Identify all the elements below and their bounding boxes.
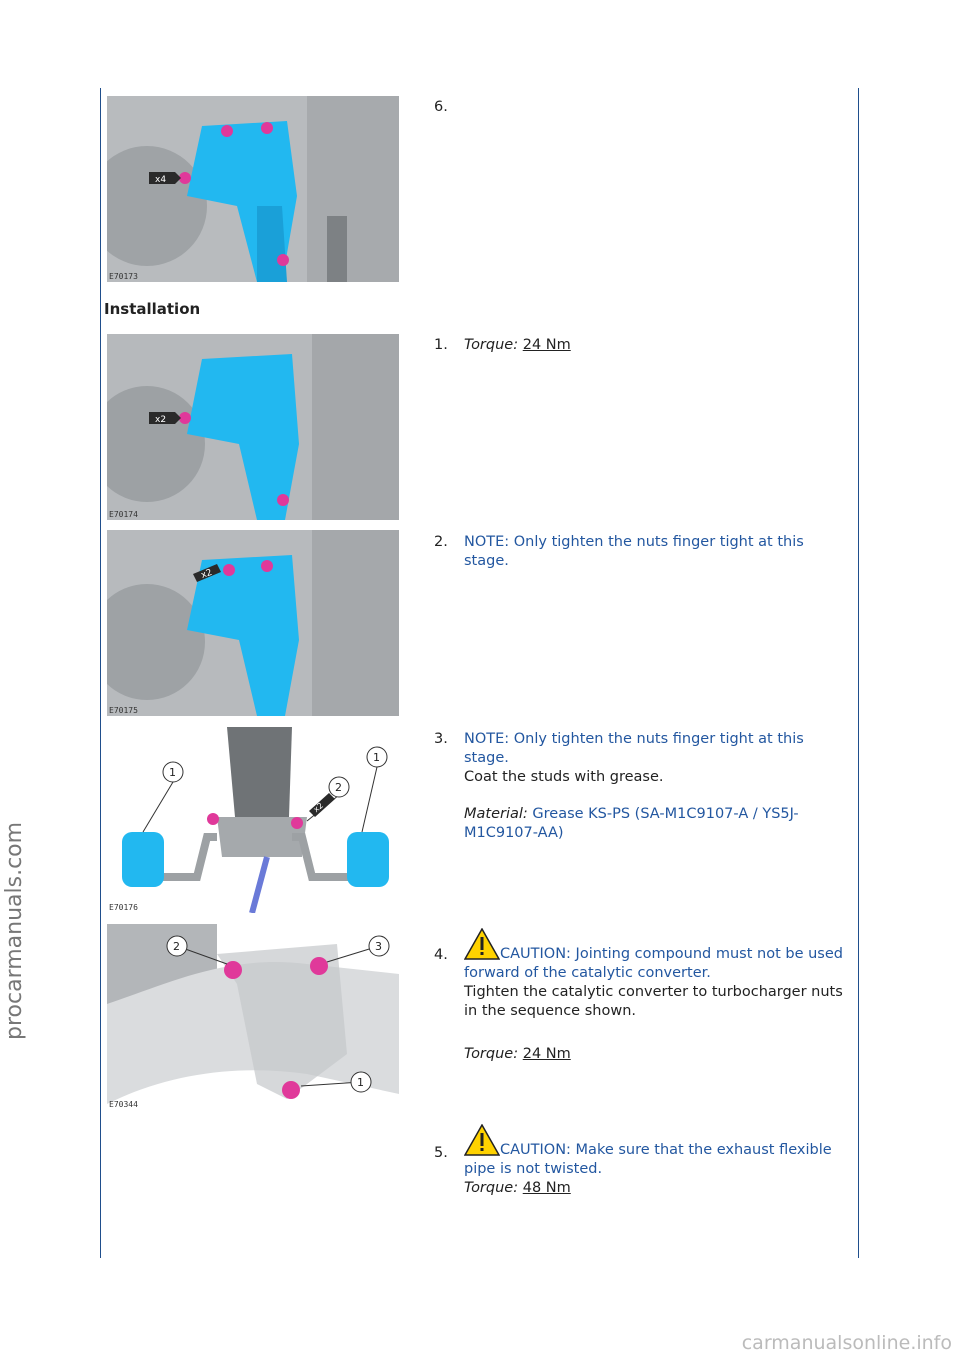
caution-text: CAUTION: Jointing compound must not be used forward of the catalytic converter. bbox=[464, 946, 843, 981]
note-text: NOTE: Only tighten the nuts finger tight at this stage. bbox=[464, 731, 804, 766]
figure-callout: x2 bbox=[199, 567, 214, 582]
step-4 bbox=[434, 928, 844, 1064]
section-title: Installation bbox=[104, 300, 201, 318]
figure-e70344 bbox=[107, 924, 399, 1110]
caution-icon bbox=[464, 928, 500, 960]
torque-label: Torque: bbox=[464, 1046, 519, 1062]
step-5 bbox=[434, 1124, 844, 1198]
instruction-text: Tighten the catalytic converter to turbocharger nuts in the sequence shown. bbox=[464, 984, 843, 1019]
figure-label: E70344 bbox=[109, 1100, 138, 1109]
torque-value-link[interactable]: 24 Nm bbox=[522, 1046, 571, 1062]
figure-e70176 bbox=[107, 727, 399, 913]
marker-2: 2 bbox=[173, 940, 180, 953]
torque-label: Torque: bbox=[464, 337, 519, 353]
caution-text: CAUTION: Make sure that the exhaust flexible pipe is not twisted. bbox=[464, 1142, 832, 1177]
figure-label: E70174 bbox=[109, 510, 138, 519]
step-number: 3. bbox=[434, 731, 448, 747]
figure-e70173 bbox=[107, 96, 399, 282]
step-number: 4. bbox=[434, 947, 448, 963]
marker-1: 1 bbox=[169, 766, 176, 779]
step-number: 1. bbox=[434, 337, 448, 353]
caution-icon bbox=[464, 1124, 500, 1156]
step-3 bbox=[434, 730, 844, 843]
right-border-line bbox=[858, 88, 859, 1258]
step-2 bbox=[434, 533, 844, 571]
left-border-line bbox=[100, 88, 101, 1258]
step-number: 2. bbox=[434, 534, 448, 550]
marker-3: 3 bbox=[375, 940, 382, 953]
figure-callout: x4 bbox=[155, 175, 167, 185]
marker-1: 1 bbox=[373, 751, 380, 764]
torque-label: Torque: bbox=[464, 1180, 519, 1196]
figure-callout: x2 bbox=[311, 800, 326, 815]
note-text: NOTE: Only tighten the nuts finger tight at this stage. bbox=[464, 534, 804, 569]
figure-label: E70176 bbox=[109, 903, 138, 912]
torque-value-link[interactable]: 48 Nm bbox=[522, 1180, 571, 1196]
material-value: Grease KS-PS (SA-M1C9107-A / YS5J-M1C9107-AA) bbox=[464, 806, 799, 841]
figure-callout: x2 bbox=[155, 415, 167, 425]
watermark-bottom: carmanualsonline.info bbox=[741, 1332, 952, 1354]
marker-1: 1 bbox=[357, 1076, 364, 1089]
instruction-text: Coat the studs with grease. bbox=[464, 769, 664, 785]
figure-label: E70173 bbox=[109, 272, 138, 281]
torque-value-link[interactable]: 24 Nm bbox=[522, 337, 571, 353]
figure-label: E70175 bbox=[109, 706, 138, 715]
step-number: 6. bbox=[434, 99, 448, 115]
watermark-side: procarmanuals.com bbox=[2, 821, 27, 1040]
marker-2: 2 bbox=[335, 781, 342, 794]
figure-e70175 bbox=[107, 530, 399, 716]
step-number: 5. bbox=[434, 1145, 448, 1161]
step-1 bbox=[434, 336, 844, 355]
figure-e70174 bbox=[107, 334, 399, 520]
material-label: Material: bbox=[464, 806, 528, 822]
